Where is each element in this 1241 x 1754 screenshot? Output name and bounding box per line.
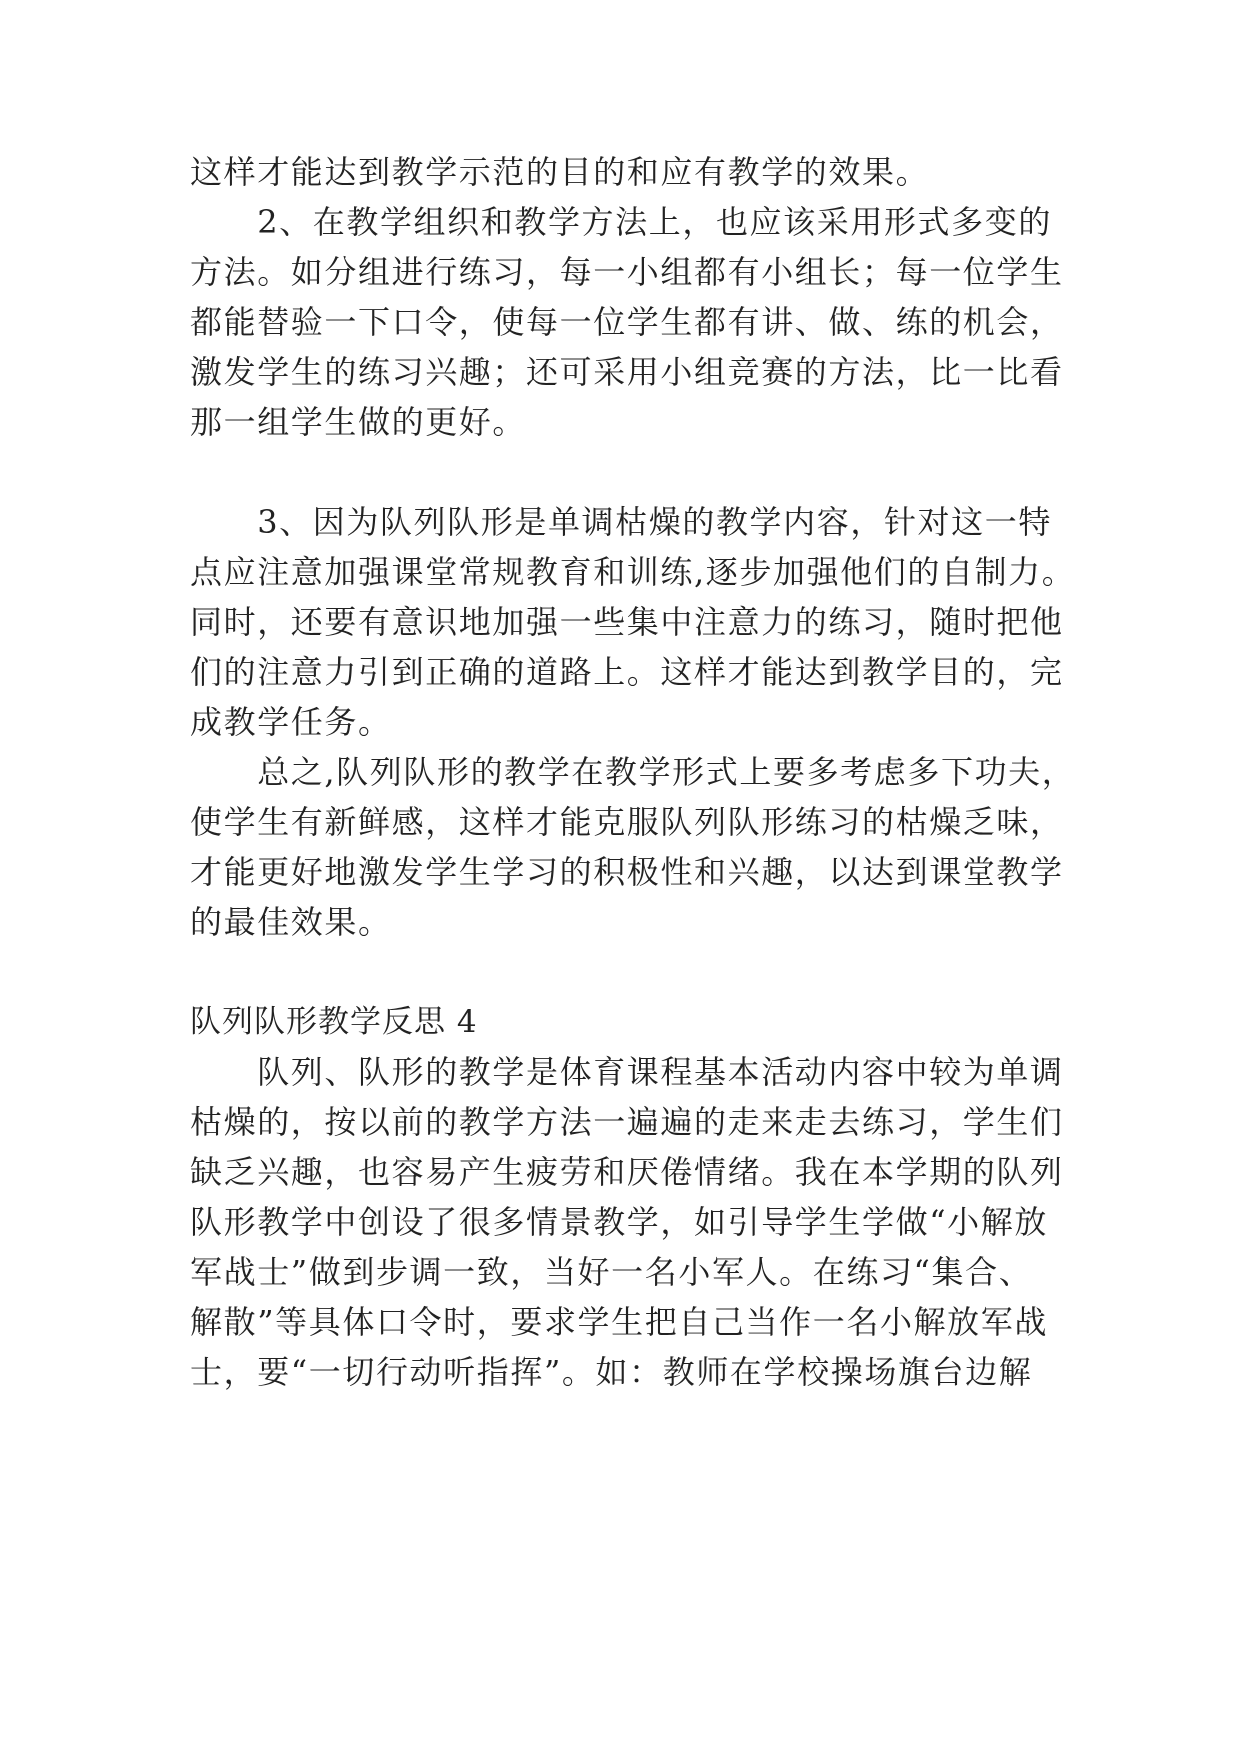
text-line: 士，要“一切行动听指挥”。如：教师在学校操场旗台边解 [190, 1353, 1033, 1391]
text-line: 缺乏兴趣，也容易产生疲劳和厌倦情绪。我在本学期的队列 [190, 1153, 1064, 1191]
text-line: 都能替验一下口令，使每一位学生都有讲、做、练的机会， [190, 303, 1064, 341]
text-line: 队形教学中创设了很多情景教学，如引导学生学做“小解放 [190, 1203, 1048, 1241]
text-line: 军战士”做到步调一致，当好一名小军人。在练习“集合、 [190, 1253, 1033, 1291]
text-line: 才能更好地激发学生学习的积极性和兴趣，以达到课堂教学 [190, 853, 1064, 891]
text-line: 总之,队列队形的教学在教学形式上要多考虑多下功夫， [190, 753, 1076, 791]
text-line: 点应注意加强课堂常规教育和训练,逐步加强他们的自制力。 [190, 553, 1076, 591]
text-line: 那一组学生做的更好。 [190, 403, 527, 441]
text-line: 使学生有新鲜感，这样才能克服队列队形练习的枯燥乏味， [190, 803, 1064, 841]
text-line: 2、在教学组织和教学方法上，也应该采用形式多变的 [190, 203, 1052, 241]
section-heading: 队列队形教学反思 4 [190, 1004, 478, 1040]
text-line: 方法。如分组进行练习，每一小组都有小组长；每一位学生 [190, 253, 1064, 291]
text-line: 的最佳效果。 [190, 903, 392, 941]
text-line: 同时，还要有意识地加强一些集中注意力的练习，随时把他 [190, 603, 1064, 641]
text-line: 3、因为队列队形是单调枯燥的教学内容，针对这一特 [190, 503, 1052, 541]
text-line: 成教学任务。 [190, 703, 392, 741]
text-line: 激发学生的练习兴趣；还可采用小组竞赛的方法，比一比看 [190, 353, 1064, 391]
text-line: 解散”等具体口令时，要求学生把自己当作一名小解放军战 [190, 1303, 1048, 1341]
text-line: 队列、队形的教学是体育课程基本活动内容中较为单调 [190, 1053, 1064, 1091]
text-line: 枯燥的，按以前的教学方法一遍遍的走来走去练习，学生们 [190, 1103, 1064, 1141]
text-line: 这样才能达到教学示范的目的和应有教学的效果。 [190, 153, 930, 191]
text-line: 们的注意力引到正确的道路上。这样才能达到教学目的，完 [190, 653, 1064, 691]
